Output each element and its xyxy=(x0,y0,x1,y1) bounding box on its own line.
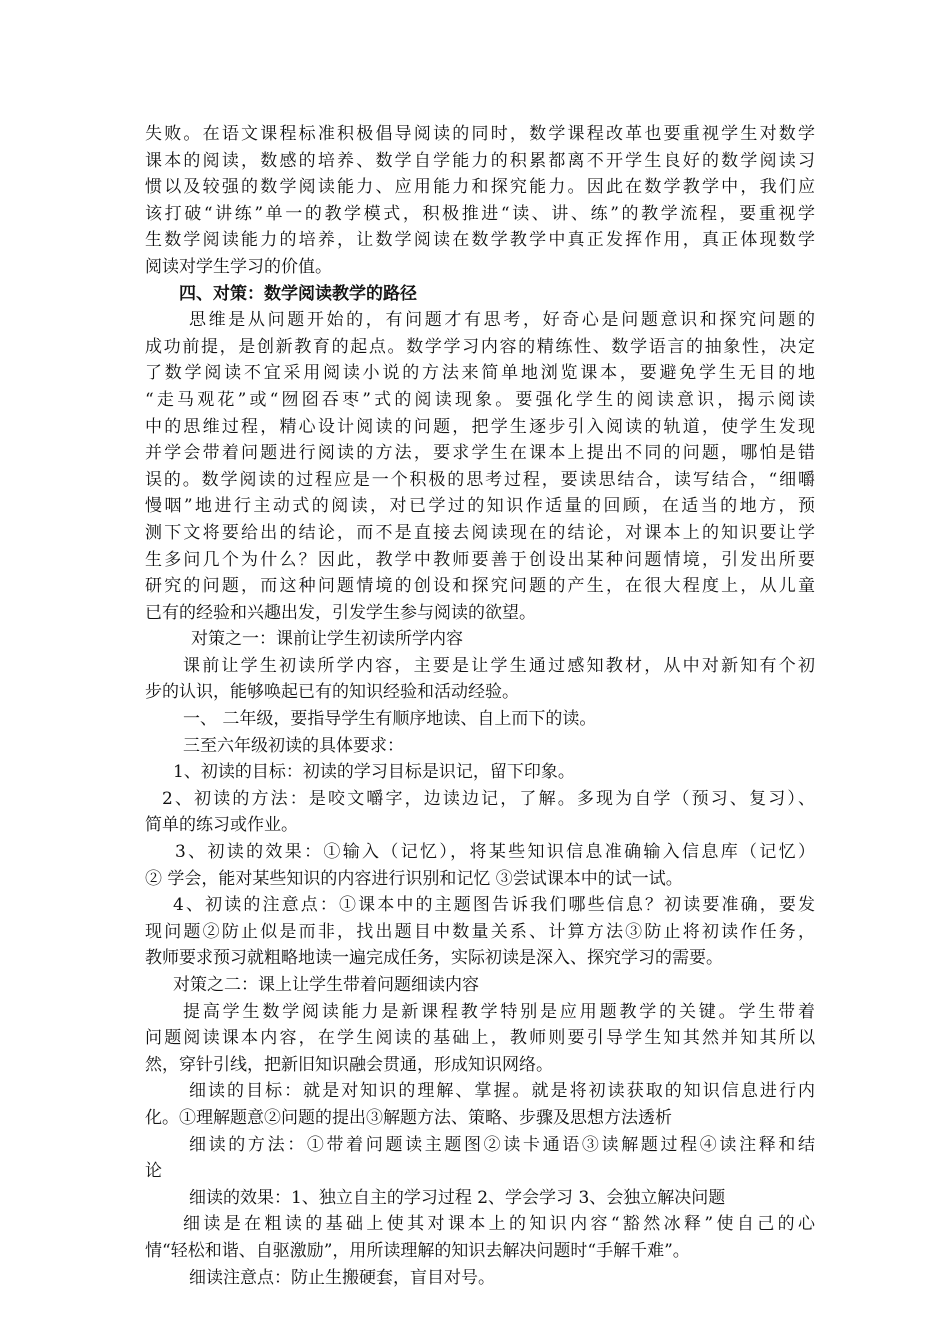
paragraph-line: 课前让学生初读所学内容，主要是让学生通过感知教材，从中对新知有个初 xyxy=(183,655,815,676)
section-heading: 四、对策：数学阅读教学的路径 xyxy=(179,283,417,304)
paragraph-line: 生数学阅读能力的培养，让数学阅读在数学教学中真正发挥作用，真正体现数学 xyxy=(145,230,815,251)
paragraph-line: 已有的经验和兴趣出发，引发学生参与阅读的欲望。 xyxy=(145,602,536,623)
paragraph-line: 细读的效果：1、独立自主的学习过程 2、学会学习 3、会独立解决问题 xyxy=(189,1187,726,1208)
list-item: 三至六年级初读的具体要求： xyxy=(183,735,404,756)
document-page xyxy=(145,121,815,1291)
paragraph-line: 化。①理解题意②问题的提出③解题方法、策略、步骤及思想方法透析 xyxy=(145,1107,672,1128)
paragraph-line: 误的。数学阅读的过程应是一个积极的思考过程，要读思结合，读写结合，“细嚼 xyxy=(145,469,815,490)
paragraph-line: 测下文将要给出的结论，而不是直接去阅读现在的结论，对课本上的知识要让学 xyxy=(145,522,815,543)
list-item: 4、初读的注意点：①课本中的主题图告诉我们哪些信息？初读要准确，要发 xyxy=(173,895,815,916)
paragraph-line: 问题阅读课本内容，在学生阅读的基础上，教师则要引导学生知其然并知其所以 xyxy=(145,1028,815,1049)
subsection-heading: 对策之二：课上让学生带着问题细读内容 xyxy=(173,975,479,995)
list-item: 一、 二年级，要指导学生有顺序地读、自上而下的读。 xyxy=(183,709,597,730)
paragraph-line: 简单的练习或作业。 xyxy=(145,815,298,836)
paragraph-line: 教师要求预习就粗略地读一遍完成任务，实际初读是深入、探究学习的需要。 xyxy=(145,948,723,969)
paragraph-line: 细读的方法：①带着问题读主题图②读卡通语③读解题过程④读注释和结 xyxy=(189,1134,815,1155)
paragraph-line: 了数学阅读不宜采用阅读小说的方法来简单地浏览课本，要避免学生无目的地 xyxy=(145,363,815,384)
list-item: 3、初读的效果：①输入（记忆），将某些知识信息准确输入信息库（记忆） xyxy=(175,842,815,863)
paragraph-line: 阅读对学生学习的价值。 xyxy=(145,256,332,277)
paragraph-line: 细读注意点：防止生搬硬套，盲目对号。 xyxy=(189,1267,495,1288)
subsection-heading: 对策之一：课前让学生初读所学内容 xyxy=(191,629,463,650)
paragraph-line: 惯以及较强的数学阅读能力、应用能力和探究能力。因此在数学教学中，我们应 xyxy=(145,177,815,198)
paragraph-line: 细读是在粗读的基础上使其对课本上的知识内容“豁然冰释”使自己的心 xyxy=(183,1214,815,1235)
paragraph-line: “走马观花”或“囫囵吞枣”式的阅读现象。要强化学生的阅读意识，揭示阅读 xyxy=(145,389,815,410)
paragraph-line: ② 学会，能对某些知识的内容进行识别和记忆 ③尝试课本中的试一试。 xyxy=(145,868,683,889)
paragraph-line: 并学会带着问题进行阅读的方法，要求学生在课本上提出不同的问题，哪怕是错 xyxy=(145,443,815,464)
paragraph-line: 成功前提，是创新教育的起点。数学学习内容的精练性、数学语言的抽象性，决定 xyxy=(145,336,815,357)
paragraph-line: 思维是从问题开始的，有问题才有思考，好奇心是问题意识和探究问题的 xyxy=(189,310,815,331)
paragraph-line: 现问题②防止似是而非，找出题目中数量关系、计算方法③防止将初读作任务， xyxy=(145,921,815,942)
paragraph-line: 细读的目标：就是对知识的理解、掌握。就是将初读获取的知识信息进行内 xyxy=(189,1081,815,1102)
paragraph-line: 失败。在语文课程标准积极倡导阅读的同时，数学课程改革也要重视学生对数学 xyxy=(145,124,815,144)
paragraph-line: 情“轻松和谐、自驱激励”，用所读理解的知识去解决问题时“手解千难”。 xyxy=(145,1240,690,1261)
paragraph-line: 生多问几个为什么？因此，教学中教师要善于创设出某种问题情境，引发出所要 xyxy=(145,549,815,570)
paragraph-line: 研究的问题，而这种问题情境的创设和探究问题的产生，在很大程度上，从儿童 xyxy=(145,576,815,597)
paragraph-line: 中的思维过程，精心设计阅读的问题，把学生逐步引入阅读的轨道，使学生发现 xyxy=(145,416,815,437)
paragraph-line: 该打破“讲练”单一的教学模式，积极推进“读、讲、练”的教学流程，要重视学 xyxy=(145,203,815,224)
paragraph-line: 论 xyxy=(145,1161,162,1182)
paragraph-line: 步的认识，能够唤起已有的知识经验和活动经验。 xyxy=(145,682,519,703)
paragraph-line: 慢咽”地进行主动式的阅读，对已学过的知识作适量的回顾，在适当的地方，预 xyxy=(145,496,815,517)
paragraph-line: 课本的阅读，数感的培养、数学自学能力的积累都离不开学生良好的数学阅读习 xyxy=(145,150,815,171)
list-item: 1、初读的目标：初读的学习目标是识记，留下印象。 xyxy=(173,762,575,783)
paragraph-line: 然，穿针引线，把新旧知识融会贯通，形成知识网络。 xyxy=(145,1054,553,1075)
list-item: 2、初读的方法：是咬文嚼字，边读边记，了解。多现为自学（预习、复习）、 xyxy=(162,788,815,809)
paragraph-line: 提高学生数学阅读能力是新课程教学特别是应用题教学的关键。学生带着 xyxy=(183,1001,815,1022)
